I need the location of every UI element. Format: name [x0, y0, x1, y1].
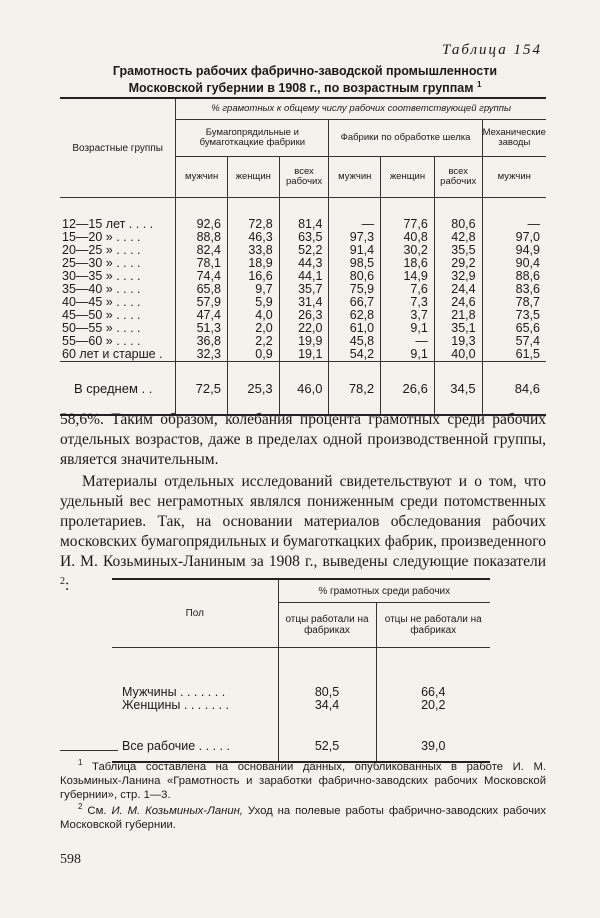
value-cell: 90,4: [482, 257, 546, 270]
table-row: [112, 699, 490, 712]
value-cell: 77,6: [381, 198, 435, 232]
value-cell: 32,9: [434, 270, 482, 283]
value-cell: 98,5: [329, 257, 381, 270]
paragraph-2-tail: :: [65, 577, 70, 595]
literacy-by-parentage-table: [112, 578, 490, 763]
value-cell: 62,8: [329, 309, 381, 322]
value-cell: 45,8: [329, 335, 381, 348]
age-group-label: 45—50 » . . . .: [62, 308, 141, 322]
group-silk-header: Фабрики по обработке шелка: [329, 120, 482, 157]
value-cell: 47,4: [176, 309, 228, 322]
value-cell: 80,6: [434, 198, 482, 232]
average-cell: 78,2: [329, 362, 381, 416]
value-cell: 2,2: [227, 335, 279, 348]
value-cell: 7,6: [381, 283, 435, 296]
value-cell: 66,4: [376, 648, 490, 700]
footnote-mark: 1: [476, 80, 482, 89]
table-title-line2: [60, 78, 550, 95]
value-cell: 97,0: [482, 231, 546, 244]
value-cell: 82,4: [176, 244, 228, 257]
value-cell: 97,3: [329, 231, 381, 244]
literacy-by-age-table: [60, 97, 546, 416]
footnote-2: [60, 800, 546, 832]
footnote-2-pre: См.: [87, 804, 107, 817]
value-cell: 80,6: [329, 270, 381, 283]
value-cell: 88,8: [176, 231, 228, 244]
average-cell: 84,6: [482, 362, 546, 416]
value-cell: 4,0: [227, 309, 279, 322]
value-cell: 63,5: [279, 231, 329, 244]
average-row: [60, 362, 546, 416]
subheader-all: всех рабочих: [279, 157, 329, 198]
subheader-men: мужчин: [176, 157, 228, 198]
age-group-label: 60 лет и старше .: [62, 347, 163, 361]
value-cell: 35,5: [434, 244, 482, 257]
value-cell: 66,7: [329, 296, 381, 309]
page-number: 598: [60, 852, 81, 867]
value-cell: 94,9: [482, 244, 546, 257]
value-cell: 65,8: [176, 283, 228, 296]
value-cell: 78,1: [176, 257, 228, 270]
value-cell: 31,4: [279, 296, 329, 309]
value-cell: 21,8: [434, 309, 482, 322]
subheader-all: всех рабочих: [434, 157, 482, 198]
table-row: [60, 348, 546, 362]
age-group-label: 50—55 » . . . .: [62, 321, 141, 335]
value-cell: 61,0: [329, 322, 381, 335]
value-cell: 14,9: [381, 270, 435, 283]
value-cell: 22,0: [279, 322, 329, 335]
age-group-label: 30—35 » . . . .: [62, 269, 141, 283]
age-group-label: 55—60 » . . . .: [62, 334, 141, 348]
value-cell: 5,9: [227, 296, 279, 309]
value-cell: —: [329, 198, 381, 232]
value-cell: 35,1: [434, 322, 482, 335]
age-group-label: 20—25 » . . . .: [62, 243, 141, 257]
table-title: [60, 64, 550, 95]
value-cell: 65,6: [482, 322, 546, 335]
value-cell: 88,6: [482, 270, 546, 283]
value-cell: 83,6: [482, 283, 546, 296]
value-cell: 74,4: [176, 270, 228, 283]
footnote-mark: 1: [78, 758, 83, 767]
value-cell: 0,9: [227, 348, 279, 362]
table-row: [112, 648, 490, 700]
value-cell: 36,8: [176, 335, 228, 348]
value-cell: 9,1: [381, 322, 435, 335]
value-cell: 78,7: [482, 296, 546, 309]
table-body: [60, 198, 546, 362]
value-cell: 54,2: [329, 348, 381, 362]
value-cell: 52,2: [279, 244, 329, 257]
footnote-2-rest: Уход на полевые работы фабрично-заводских рабочих Московской губернии.: [60, 804, 547, 831]
footnote-2-author: И. М. Козьминых-Ланин,: [111, 804, 243, 817]
footnote-1: [60, 756, 546, 802]
value-cell: 80,5: [278, 648, 376, 700]
value-cell: 19,9: [279, 335, 329, 348]
value-cell: 2,0: [227, 322, 279, 335]
value-cell: 75,9: [329, 283, 381, 296]
age-group-label: 12—15 лет . . . .: [62, 217, 154, 231]
footnote-1-text: Таблица составлена на основании данных, опубликованных в работе И. М. Козьминых-Ланина «Грамотность и заработки фабрично-заводских рабочих Московской губернии», стр. 1—3.: [60, 760, 546, 801]
title-line2-text: Московской губернии в 1908 г., по возрастным группам: [128, 81, 474, 96]
value-cell: 3,7: [381, 309, 435, 322]
percent-header: % грамотных к общему числу рабочих соответствующей группы: [176, 98, 546, 120]
value-cell: 57,9: [176, 296, 228, 309]
value-cell: 44,3: [279, 257, 329, 270]
average-cell: 34,5: [434, 362, 482, 416]
table-label: Таблица 154: [442, 42, 542, 58]
value-cell: 16,6: [227, 270, 279, 283]
value-cell: 39,0: [376, 712, 490, 762]
value-cell: 30,2: [381, 244, 435, 257]
value-cell: 26,3: [279, 309, 329, 322]
value-cell: —: [482, 198, 546, 232]
value-cell: 92,6: [176, 198, 228, 232]
total-row: [112, 712, 490, 762]
sex-column-header: Пол: [112, 579, 278, 648]
row-label-women: Женщины . . . . . . .: [122, 698, 230, 712]
age-group-label: 40—45 » . . . .: [62, 295, 141, 309]
subheader-women: женщин: [381, 157, 435, 198]
value-cell: 72,8: [227, 198, 279, 232]
subheader-men: мужчин: [329, 157, 381, 198]
average-cell: 72,5: [176, 362, 228, 416]
paragraph-1: 58,6%. Таким образом, колебания процента грамотных среди рабочих отдельных возрастов, даже в пределах одной производственной группы, является значительным.: [60, 411, 546, 468]
value-cell: 61,5: [482, 348, 546, 362]
value-cell: 81,4: [279, 198, 329, 232]
average-cell: 25,3: [227, 362, 279, 416]
value-cell: 18,9: [227, 257, 279, 270]
value-cell: 46,3: [227, 231, 279, 244]
value-cell: 24,4: [434, 283, 482, 296]
value-cell: —: [381, 335, 435, 348]
value-cell: 18,6: [381, 257, 435, 270]
value-cell: 40,0: [434, 348, 482, 362]
fathers-worked-header: отцы работали на фабриках: [278, 603, 376, 648]
value-cell: 19,3: [434, 335, 482, 348]
table-title-line1: Грамотность рабочих фабрично-заводской промышленности: [112, 64, 498, 78]
value-cell: 35,7: [279, 283, 329, 296]
value-cell: 33,8: [227, 244, 279, 257]
average-label: В среднем . .: [60, 362, 176, 416]
paragraph-2-text: Материалы отдельных исследований свидетельствуют и о том, что удельный вес неграмотных являлся пониженным среди потомственных пролетариев. Так, на основании материалов обследования рабочих московских бумагопрядильных и бумаготкацких фабрик, произведенного И. М. Козьминых-Ланиным за 1908 г., выведены следующие показатели: [60, 473, 546, 570]
age-group-label: 35—40 » . . . .: [62, 282, 141, 296]
average-cell: 26,6: [381, 362, 435, 416]
footnote-mark: 2: [60, 576, 65, 587]
age-group-label: 15—20 » . . . .: [62, 230, 141, 244]
table-row: [60, 198, 546, 232]
value-cell: 40,8: [381, 231, 435, 244]
group-mechanical-header: Механические заводы: [482, 120, 546, 157]
value-cell: 7,3: [381, 296, 435, 309]
value-cell: 44,1: [279, 270, 329, 283]
value-cell: 20,2: [376, 699, 490, 712]
value-cell: 73,5: [482, 309, 546, 322]
value-cell: 34,4: [278, 699, 376, 712]
value-cell: 51,3: [176, 322, 228, 335]
value-cell: 9,7: [227, 283, 279, 296]
subheader-women: женщин: [227, 157, 279, 198]
value-cell: 32,3: [176, 348, 228, 362]
group-cotton-header: Бумагопрядильные и бумаготкацкие фабрики: [176, 120, 329, 157]
age-groups-header: Возрастные группы: [60, 98, 176, 198]
fathers-not-worked-header: отцы не работали на фабриках: [376, 603, 490, 648]
value-cell: 57,4: [482, 335, 546, 348]
value-cell: 42,8: [434, 231, 482, 244]
percent-literate-header: % грамотных среди рабочих: [278, 579, 490, 603]
value-cell: 24,6: [434, 296, 482, 309]
value-cell: 9,1: [381, 348, 435, 362]
row-label-all-workers: Все рабочие . . . . .: [112, 712, 278, 762]
value-cell: 19,1: [279, 348, 329, 362]
footnote-mark: 2: [78, 802, 83, 811]
value-cell: 91,4: [329, 244, 381, 257]
subheader-men: мужчин: [482, 157, 546, 198]
age-group-label: 25—30 » . . . .: [62, 256, 141, 270]
value-cell: 29,2: [434, 257, 482, 270]
average-cell: 46,0: [279, 362, 329, 416]
footnote-divider: [60, 750, 118, 751]
value-cell: 52,5: [278, 712, 376, 762]
row-label-men: Мужчины . . . . . . .: [122, 685, 226, 699]
